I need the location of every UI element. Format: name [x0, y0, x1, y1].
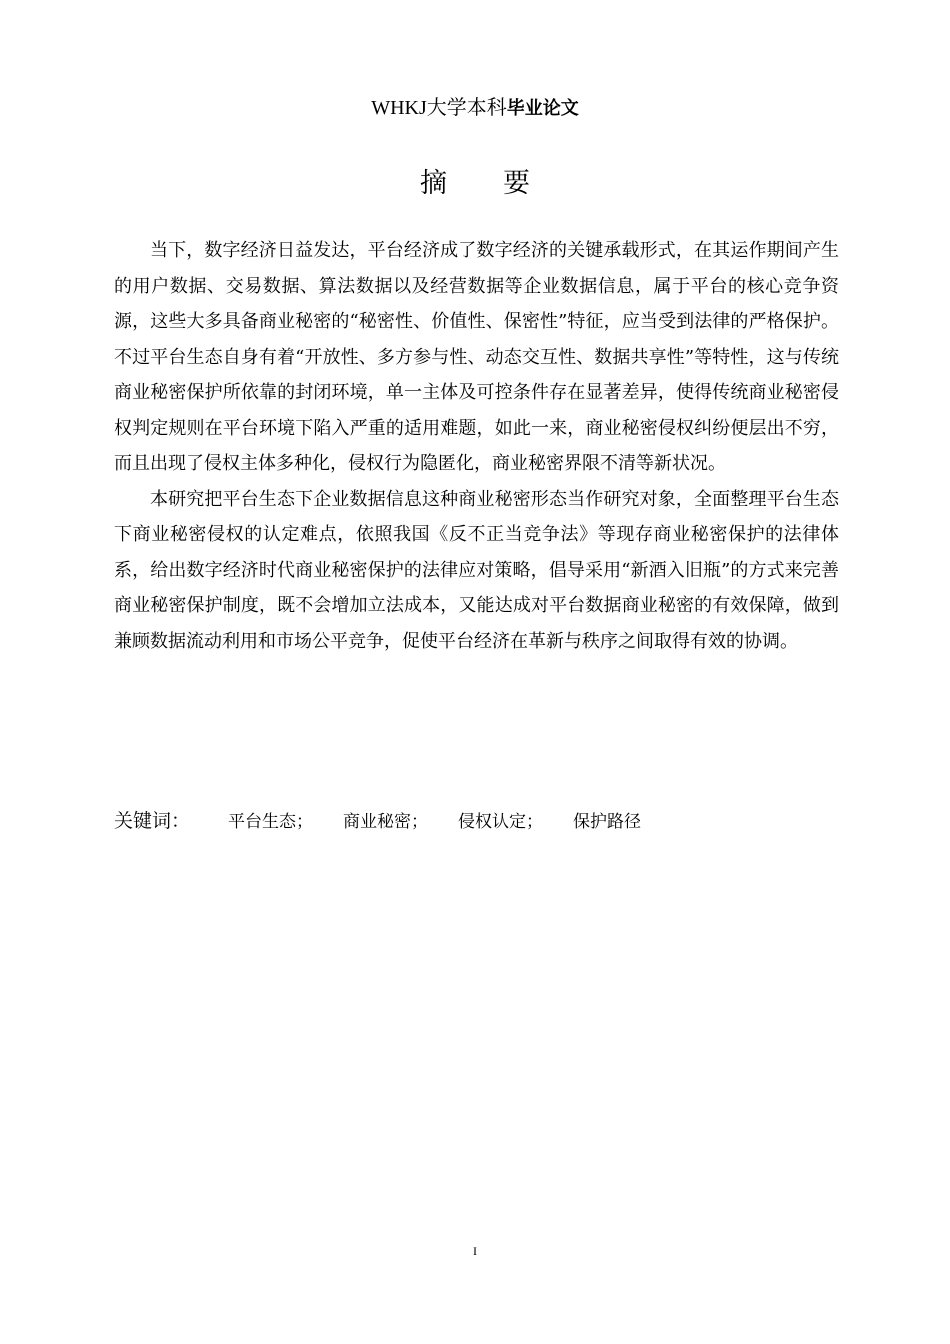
thesis-header	[0, 92, 950, 124]
keyword-item: 平台生态；	[228, 812, 313, 832]
page-number: I	[473, 1244, 477, 1258]
abstract-body	[114, 233, 839, 659]
abstract-title: 摘要	[420, 168, 586, 199]
keywords-label: 关键词：	[114, 810, 191, 832]
header-thesis-type: 毕业论文	[506, 98, 579, 119]
abstract-paragraph: 当下，数字经济日益发达，平台经济成了数字经济的关键承载形式，在其运作期间产生的用户数据、交易数据、算法数据以及经营数据等企业数据信息，属于平台的核心竞争资源，这些大多具备商业秘密的“秘密性、价值性、保密性”特征，应当受到法律的严格保护。不过平台生态自身有着“开放性、多方参与性、动态交互性、数据共享性”等特性，这与传统商业秘密保护所依靠的封闭环境，单一主体及可控条件存在显著差异，使得传统商业秘密侵权判定规则在平台环境下陷入严重的适用难题，如此一来，商业秘密侵权纠纷便层出不穷，而且出现了侵权主体多种化，侵权行为隐匿化，商业秘密界限不清等新状况。	[114, 240, 839, 474]
keyword-item: 商业秘密；	[343, 812, 428, 832]
header-university: WHKJ大学本科	[371, 97, 507, 119]
keyword-item: 保护路径	[573, 812, 641, 832]
keywords-line	[114, 803, 839, 839]
keyword-item: 侵权认定；	[458, 812, 543, 832]
abstract-paragraph: 本研究把平台生态下企业数据信息这种商业秘密形态当作研究对象，全面整理平台生态下商业秘密侵权的认定难点，依照我国《反不正当竞争法》等现存商业秘密保护的法律体系，给出数字经济时代商业秘密保护的法律应对策略，倡导采用“新酒入旧瓶”的方式来完善商业秘密保护制度，既不会增加立法成本，又能达成对平台数据商业秘密的有效保障，做到兼顾数据流动利用和市场公平竞争，促使平台经济在革新与秩序之间取得有效的协调。	[114, 488, 839, 652]
